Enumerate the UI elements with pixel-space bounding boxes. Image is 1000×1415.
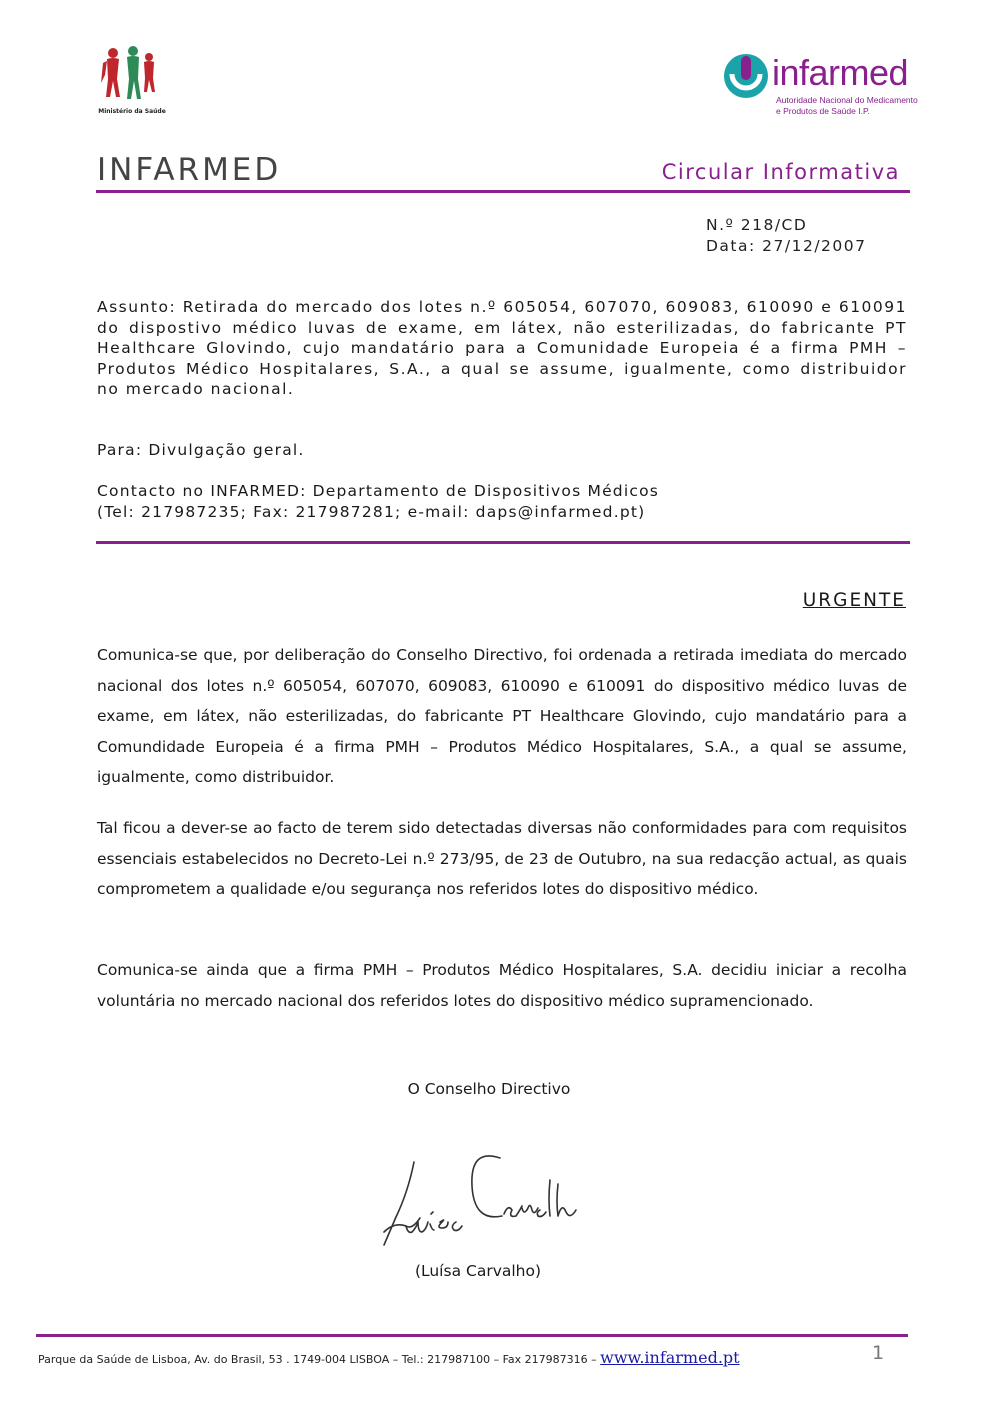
ministerio-da-saude-label: Ministério da Saúde (98, 108, 166, 115)
contact-line-1: Contacto no INFARMED: Departamento de Dispositivos Médicos (97, 482, 660, 500)
section-divider (96, 541, 910, 544)
body-paragraph-3: Comunica-se ainda que a firma PMH – Produtos Médico Hospitalares, S.A. decidiu iniciar a recolha voluntária no mercado nacional dos referidos lotes do dispositivo médico supramencionado. (97, 961, 907, 1010)
footer-address-text: Parque da Saúde de Lisboa, Av. do Brasil, 53 . 1749-004 LISBOA – Tel.: 217987100 – Fax 217987316 – (38, 1353, 601, 1366)
signoff: O Conselho Directivo (407, 1080, 571, 1098)
document-type: Circular Informativa (661, 160, 900, 184)
infarmed-brand-word: infarmed (772, 52, 909, 93)
signer-name: (Luísa Carvalho) (414, 1262, 542, 1280)
contact-line-2: (Tel: 217987235; Fax: 217987281; e-mail: daps@infarmed.pt) (97, 503, 646, 521)
ministerio-da-saude-logo (95, 45, 165, 117)
infarmed-subtitle-line-1: Autoridade Nacional do Medicamento (776, 95, 918, 105)
page-number: 1 (872, 1342, 885, 1364)
circular-date: Data: 27/12/2007 (706, 237, 867, 255)
circular-number: N.º 218/CD (706, 216, 808, 234)
handwritten-signature (372, 1140, 592, 1255)
infarmed-logo-mark (722, 52, 770, 100)
page-title: INFARMED (97, 152, 282, 188)
infarmed-brand-subtitle (776, 95, 918, 117)
recipients: Para: Divulgação geral. (97, 441, 305, 459)
body-paragraph-1: Comunica-se que, por deliberação do Conselho Directivo, foi ordenada a retirada imediata do mercado nacional dos lotes n.º 605054, 607070, 609083, 610090 e 610091 do dispositivo médico luvas de exame, em látex, não esterilizadas, do fabricante PT Healthcare Glovindo, cujo mandatário para a Comundidade Europeia é a firma PMH – Produtos Médico Hospitalares, S.A., a qual se assume, igualmente, como distribuidor. (97, 646, 907, 786)
footer-divider (36, 1334, 908, 1337)
header-divider (96, 190, 910, 193)
footer-address (38, 1348, 740, 1367)
body-paragraph-2: Tal ficou a dever-se ao facto de terem sido detectadas diversas não conformidades para com requisitos essenciais estabelecidos no Decreto-Lei n.º 273/95, de 23 de Outubro, na sua redacção actual, as quais comprometem a qualidade e/ou segurança nos referidos lotes do dispositivo médico. (97, 819, 907, 898)
urgent-label: URGENTE (802, 590, 906, 611)
footer-website-link[interactable]: www.infarmed.pt (600, 1348, 740, 1367)
subject: Assunto: Retirada do mercado dos lotes n.º 605054, 607070, 609083, 610090 e 610091 do dispostivo médico luvas de exame, em látex, não esterilizadas, do fabricante PT Healthcare Glovindo, cujo mandatário para a Comunidade Europeia é a firma PMH – Produtos Médico Hospitalares, S.A., a qual se assume, igualmente, como distribuidor no mercado nacional. (97, 298, 907, 398)
infarmed-subtitle-line-2: e Produtos de Saúde I.P. (776, 106, 870, 116)
